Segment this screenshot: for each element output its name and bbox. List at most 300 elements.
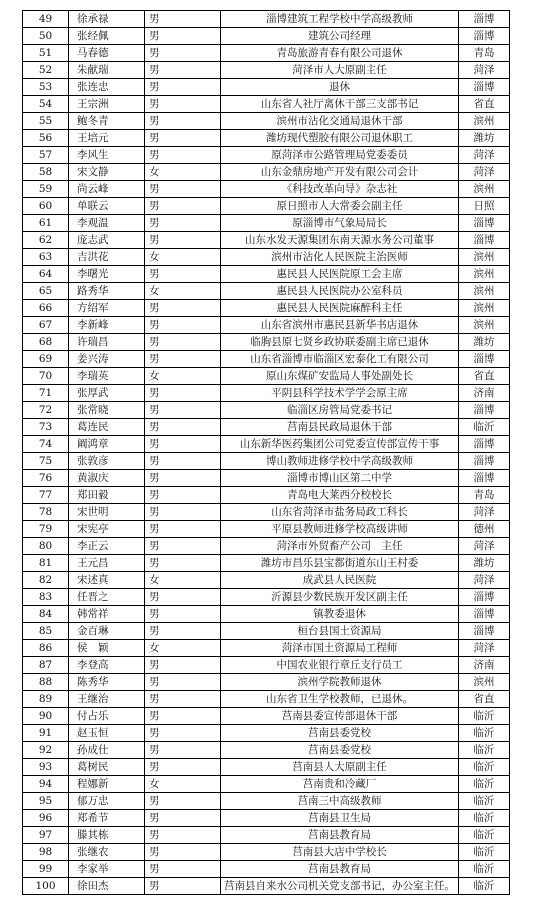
city-cell: 临沂	[459, 827, 510, 844]
city-cell: 济南	[459, 657, 510, 674]
work-unit-cell: 山东金鼎房地产开发有限公司会计	[221, 164, 459, 181]
gender-cell: 男	[145, 657, 221, 674]
city-cell: 临沂	[459, 776, 510, 793]
work-unit-cell: 莒南县人大原副主任	[221, 759, 459, 776]
city-cell: 菏泽	[459, 572, 510, 589]
work-unit-cell: 莒南三中高级教师	[221, 793, 459, 810]
row-number-cell: 76	[23, 470, 69, 487]
work-unit-cell: 博山教师进修学校中学高级教师	[221, 453, 459, 470]
table-row	[23, 385, 510, 402]
person-name-cell: 黄淑庆	[69, 470, 145, 487]
person-name-cell: 徐田杰	[69, 878, 145, 895]
city-cell: 淄博	[459, 351, 510, 368]
city-cell: 滨州	[459, 113, 510, 130]
table-row	[23, 113, 510, 130]
work-unit-cell: 山东省淄博市临淄区宏泰化工有限公司	[221, 351, 459, 368]
row-number-cell: 72	[23, 402, 69, 419]
city-cell: 临沂	[459, 725, 510, 742]
row-number-cell: 90	[23, 708, 69, 725]
gender-cell: 男	[145, 606, 221, 623]
row-number-cell: 65	[23, 283, 69, 300]
work-unit-cell: 山东新华医药集团公司党委宣传部宣传干事	[221, 436, 459, 453]
table-row	[23, 419, 510, 436]
gender-cell: 男	[145, 181, 221, 198]
gender-cell: 男	[145, 419, 221, 436]
person-name-cell: 王继治	[69, 691, 145, 708]
work-unit-cell: 滨州市沾化人民医院主治医师	[221, 249, 459, 266]
row-number-cell: 63	[23, 249, 69, 266]
work-unit-cell: 《科技改革向导》杂志社	[221, 181, 459, 198]
gender-cell: 男	[145, 113, 221, 130]
row-number-cell: 49	[23, 11, 69, 28]
row-number-cell: 74	[23, 436, 69, 453]
person-name-cell: 郑希节	[69, 810, 145, 827]
work-unit-cell: 原山东煤矿安监局人事处副处长	[221, 368, 459, 385]
city-cell: 济南	[459, 385, 510, 402]
gender-cell: 男	[145, 589, 221, 606]
work-unit-cell: 惠民县人民医院原工会主席	[221, 266, 459, 283]
table-row	[23, 351, 510, 368]
table-row	[23, 249, 510, 266]
table-row	[23, 45, 510, 62]
person-name-cell: 郑田毅	[69, 487, 145, 504]
gender-cell: 男	[145, 96, 221, 113]
work-unit-cell: 平阴县科学技术学学会原主席	[221, 385, 459, 402]
work-unit-cell: 莒南县委宣传部退休干部	[221, 708, 459, 725]
row-number-cell: 80	[23, 538, 69, 555]
person-name-cell: 李新峰	[69, 317, 145, 334]
work-unit-cell: 山东水发天源集团东南天源水务公司董事	[221, 232, 459, 249]
table-row	[23, 759, 510, 776]
table-row	[23, 266, 510, 283]
person-name-cell: 滕其栋	[69, 827, 145, 844]
work-unit-cell: 潍坊现代塑胶有限公司退休职工	[221, 130, 459, 147]
gender-cell: 男	[145, 351, 221, 368]
person-name-cell: 程娜新	[69, 776, 145, 793]
city-cell: 淄博	[459, 28, 510, 45]
row-number-cell: 82	[23, 572, 69, 589]
gender-cell: 男	[145, 470, 221, 487]
person-name-cell: 马春德	[69, 45, 145, 62]
person-name-cell: 王元昌	[69, 555, 145, 572]
table-row	[23, 810, 510, 827]
gender-cell: 男	[145, 742, 221, 759]
gender-cell: 男	[145, 878, 221, 895]
person-name-cell: 张继农	[69, 844, 145, 861]
gender-cell: 女	[145, 368, 221, 385]
person-name-cell: 葛树民	[69, 759, 145, 776]
city-cell: 省直	[459, 691, 510, 708]
city-cell: 潍坊	[459, 334, 510, 351]
person-name-cell: 张常晓	[69, 402, 145, 419]
table-row	[23, 555, 510, 572]
table-row	[23, 453, 510, 470]
row-number-cell: 81	[23, 555, 69, 572]
work-unit-cell: 桓台县国土资源局	[221, 623, 459, 640]
person-name-cell: 陈秀华	[69, 674, 145, 691]
person-name-cell: 鲍冬青	[69, 113, 145, 130]
city-cell: 淄博	[459, 606, 510, 623]
gender-cell: 男	[145, 147, 221, 164]
row-number-cell: 97	[23, 827, 69, 844]
gender-cell: 女	[145, 283, 221, 300]
work-unit-cell: 莒南贵和冷藏厂	[221, 776, 459, 793]
row-number-cell: 83	[23, 589, 69, 606]
person-name-cell: 庞志武	[69, 232, 145, 249]
person-name-cell: 徐承禄	[69, 11, 145, 28]
person-name-cell: 赵玉恒	[69, 725, 145, 742]
person-name-cell: 李曙光	[69, 266, 145, 283]
city-cell: 临沂	[459, 810, 510, 827]
gender-cell: 男	[145, 538, 221, 555]
row-number-cell: 66	[23, 300, 69, 317]
row-number-cell: 87	[23, 657, 69, 674]
table-row	[23, 317, 510, 334]
work-unit-cell: 莒南县教育局	[221, 827, 459, 844]
gender-cell: 男	[145, 28, 221, 45]
row-number-cell: 67	[23, 317, 69, 334]
city-cell: 临沂	[459, 419, 510, 436]
table-row	[23, 96, 510, 113]
city-cell: 淄博	[459, 453, 510, 470]
table-row	[23, 487, 510, 504]
city-cell: 淄博	[459, 589, 510, 606]
person-name-cell: 路秀华	[69, 283, 145, 300]
city-cell: 滨州	[459, 300, 510, 317]
work-unit-cell: 镇教委退休	[221, 606, 459, 623]
person-name-cell: 任晋之	[69, 589, 145, 606]
gender-cell: 女	[145, 776, 221, 793]
gender-cell: 男	[145, 793, 221, 810]
person-name-cell: 朱献瑞	[69, 62, 145, 79]
table-row	[23, 725, 510, 742]
work-unit-cell: 菏泽市国土资源局工程师	[221, 640, 459, 657]
person-name-cell: 宋世明	[69, 504, 145, 521]
table-row	[23, 402, 510, 419]
city-cell: 菏泽	[459, 147, 510, 164]
gender-cell: 男	[145, 198, 221, 215]
work-unit-cell: 山东省滨州市惠民县新华书店退休	[221, 317, 459, 334]
work-unit-cell: 临淄区房管局党委书记	[221, 402, 459, 419]
person-name-cell: 李瑞英	[69, 368, 145, 385]
table-row	[23, 691, 510, 708]
row-number-cell: 100	[23, 878, 69, 895]
city-cell: 滨州	[459, 249, 510, 266]
city-cell: 滨州	[459, 674, 510, 691]
city-cell: 潍坊	[459, 555, 510, 572]
city-cell: 菏泽	[459, 62, 510, 79]
gender-cell: 男	[145, 385, 221, 402]
work-unit-cell: 沂源县少数民族开发区副主任	[221, 589, 459, 606]
row-number-cell: 98	[23, 844, 69, 861]
city-cell: 菏泽	[459, 504, 510, 521]
city-cell: 淄博	[459, 402, 510, 419]
person-name-cell: 李登高	[69, 657, 145, 674]
row-number-cell: 73	[23, 419, 69, 436]
table-row	[23, 300, 510, 317]
person-name-cell: 李观温	[69, 215, 145, 232]
row-number-cell: 79	[23, 521, 69, 538]
work-unit-cell: 滨州市沾化交通局退休干部	[221, 113, 459, 130]
table-row	[23, 742, 510, 759]
row-number-cell: 94	[23, 776, 69, 793]
row-number-cell: 70	[23, 368, 69, 385]
work-unit-cell: 山东省菏泽市盐务局政工科长	[221, 504, 459, 521]
table-row	[23, 504, 510, 521]
work-unit-cell: 成武县人民医院	[221, 572, 459, 589]
person-name-cell: 尚云峰	[69, 181, 145, 198]
work-unit-cell: 山东省卫生学校教师，已退休。	[221, 691, 459, 708]
person-name-cell: 付占乐	[69, 708, 145, 725]
person-name-cell: 姜兴涛	[69, 351, 145, 368]
table-row	[23, 283, 510, 300]
gender-cell: 男	[145, 827, 221, 844]
gender-cell: 男	[145, 62, 221, 79]
person-name-cell: 宋宪亭	[69, 521, 145, 538]
table-row	[23, 368, 510, 385]
person-name-cell: 张厚武	[69, 385, 145, 402]
table-row	[23, 827, 510, 844]
city-cell: 省直	[459, 368, 510, 385]
city-cell: 淄博	[459, 470, 510, 487]
work-unit-cell: 滨州学院教师退休	[221, 674, 459, 691]
gender-cell: 男	[145, 45, 221, 62]
person-name-cell: 李风生	[69, 147, 145, 164]
gender-cell: 男	[145, 487, 221, 504]
row-number-cell: 57	[23, 147, 69, 164]
city-cell: 临沂	[459, 759, 510, 776]
person-name-cell: 李正云	[69, 538, 145, 555]
gender-cell: 男	[145, 402, 221, 419]
row-number-cell: 85	[23, 623, 69, 640]
table-row	[23, 861, 510, 878]
city-cell: 淄博	[459, 436, 510, 453]
gender-cell: 男	[145, 504, 221, 521]
row-number-cell: 50	[23, 28, 69, 45]
person-name-cell: 金百琳	[69, 623, 145, 640]
person-name-cell: 王宗洲	[69, 96, 145, 113]
work-unit-cell: 建筑公司经理	[221, 28, 459, 45]
row-number-cell: 93	[23, 759, 69, 776]
table-row	[23, 657, 510, 674]
person-name-cell: 阚鸿章	[69, 436, 145, 453]
person-name-cell: 吉洪花	[69, 249, 145, 266]
gender-cell: 男	[145, 844, 221, 861]
gender-cell: 男	[145, 555, 221, 572]
person-name-cell: 方绍军	[69, 300, 145, 317]
gender-cell: 男	[145, 521, 221, 538]
table-row	[23, 470, 510, 487]
table-row	[23, 538, 510, 555]
gender-cell: 男	[145, 725, 221, 742]
row-number-cell: 53	[23, 79, 69, 96]
table-row	[23, 521, 510, 538]
table-row	[23, 572, 510, 589]
city-cell: 滨州	[459, 181, 510, 198]
work-unit-cell: 莒南县自来水公司机关党支部书记，办公室主任。	[221, 878, 459, 895]
city-cell: 菏泽	[459, 640, 510, 657]
city-cell: 滨州	[459, 317, 510, 334]
row-number-cell: 95	[23, 793, 69, 810]
row-number-cell: 64	[23, 266, 69, 283]
gender-cell: 男	[145, 300, 221, 317]
table-row	[23, 776, 510, 793]
gender-cell: 男	[145, 11, 221, 28]
gender-cell: 男	[145, 130, 221, 147]
city-cell: 临沂	[459, 793, 510, 810]
city-cell: 滨州	[459, 283, 510, 300]
work-unit-cell: 中国农业银行章丘支行员工	[221, 657, 459, 674]
city-cell: 淄博	[459, 623, 510, 640]
work-unit-cell: 惠民县人民医院办公室科员	[221, 283, 459, 300]
row-number-cell: 88	[23, 674, 69, 691]
table-row	[23, 793, 510, 810]
table-row	[23, 62, 510, 79]
city-cell: 青岛	[459, 45, 510, 62]
roster-sheet	[22, 10, 509, 895]
table-row	[23, 11, 510, 28]
city-cell: 临沂	[459, 861, 510, 878]
row-number-cell: 99	[23, 861, 69, 878]
row-number-cell: 71	[23, 385, 69, 402]
gender-cell: 男	[145, 674, 221, 691]
city-cell: 临沂	[459, 708, 510, 725]
gender-cell: 男	[145, 334, 221, 351]
city-cell: 日照	[459, 198, 510, 215]
table-row	[23, 147, 510, 164]
gender-cell: 男	[145, 215, 221, 232]
city-cell: 淄博	[459, 232, 510, 249]
gender-cell: 男	[145, 79, 221, 96]
city-cell: 菏泽	[459, 164, 510, 181]
work-unit-cell: 莒南县大店中学校长	[221, 844, 459, 861]
person-name-cell: 单联云	[69, 198, 145, 215]
table-row	[23, 674, 510, 691]
work-unit-cell: 淄博市博山区第二中学	[221, 470, 459, 487]
gender-cell: 男	[145, 436, 221, 453]
city-cell: 淄博	[459, 215, 510, 232]
person-name-cell: 许瑞昌	[69, 334, 145, 351]
work-unit-cell: 潍坊市昌乐县宝都街道东山王村委	[221, 555, 459, 572]
work-unit-cell: 青岛旅游青春有限公司退休	[221, 45, 459, 62]
row-number-cell: 54	[23, 96, 69, 113]
row-number-cell: 58	[23, 164, 69, 181]
work-unit-cell: 淄博建筑工程学校中学高级教师	[221, 11, 459, 28]
gender-cell: 女	[145, 572, 221, 589]
row-number-cell: 92	[23, 742, 69, 759]
city-cell: 临沂	[459, 844, 510, 861]
person-name-cell: 张经佩	[69, 28, 145, 45]
table-row	[23, 232, 510, 249]
row-number-cell: 78	[23, 504, 69, 521]
work-unit-cell: 菏泽市外贸畜产公司 主任	[221, 538, 459, 555]
row-number-cell: 61	[23, 215, 69, 232]
city-cell: 淄博	[459, 11, 510, 28]
row-number-cell: 96	[23, 810, 69, 827]
person-name-cell: 张连忠	[69, 79, 145, 96]
gender-cell: 男	[145, 708, 221, 725]
work-unit-cell: 原日照市人大常委会副主任	[221, 198, 459, 215]
work-unit-cell: 平原县教师进修学校高级讲师	[221, 521, 459, 538]
table-row	[23, 28, 510, 45]
row-number-cell: 68	[23, 334, 69, 351]
row-number-cell: 55	[23, 113, 69, 130]
row-number-cell: 56	[23, 130, 69, 147]
person-name-cell: 宋文静	[69, 164, 145, 181]
person-name-cell: 韩常祥	[69, 606, 145, 623]
gender-cell: 男	[145, 691, 221, 708]
row-number-cell: 84	[23, 606, 69, 623]
table-row	[23, 130, 510, 147]
work-unit-cell: 退休	[221, 79, 459, 96]
city-cell: 临沂	[459, 742, 510, 759]
city-cell: 潍坊	[459, 130, 510, 147]
table-row	[23, 844, 510, 861]
person-name-cell: 侯 颖	[69, 640, 145, 657]
table-row	[23, 334, 510, 351]
gender-cell: 女	[145, 640, 221, 657]
table-row	[23, 623, 510, 640]
roster-table	[22, 10, 510, 895]
person-name-cell: 孙成仕	[69, 742, 145, 759]
work-unit-cell: 山东省人社厅离休干部三支部书记	[221, 96, 459, 113]
gender-cell: 女	[145, 249, 221, 266]
row-number-cell: 86	[23, 640, 69, 657]
row-number-cell: 77	[23, 487, 69, 504]
work-unit-cell: 菏泽市人大原副主任	[221, 62, 459, 79]
person-name-cell: 葛连民	[69, 419, 145, 436]
city-cell: 淄博	[459, 79, 510, 96]
table-row	[23, 164, 510, 181]
table-row	[23, 79, 510, 96]
table-row	[23, 198, 510, 215]
work-unit-cell: 莒南县民政局退休干部	[221, 419, 459, 436]
row-number-cell: 59	[23, 181, 69, 198]
city-cell: 临沂	[459, 878, 510, 895]
work-unit-cell: 临朐县原七贤乡政协联委副主席已退休	[221, 334, 459, 351]
gender-cell: 男	[145, 317, 221, 334]
person-name-cell: 宋述真	[69, 572, 145, 589]
table-row	[23, 436, 510, 453]
work-unit-cell: 莒南县委党校	[221, 725, 459, 742]
roster-table-body	[23, 11, 510, 895]
table-row	[23, 640, 510, 657]
city-cell: 菏泽	[459, 538, 510, 555]
work-unit-cell: 莒南县卫生局	[221, 810, 459, 827]
gender-cell: 男	[145, 453, 221, 470]
gender-cell: 男	[145, 232, 221, 249]
row-number-cell: 75	[23, 453, 69, 470]
row-number-cell: 51	[23, 45, 69, 62]
table-row	[23, 589, 510, 606]
table-row	[23, 878, 510, 895]
row-number-cell: 69	[23, 351, 69, 368]
row-number-cell: 91	[23, 725, 69, 742]
gender-cell: 男	[145, 266, 221, 283]
work-unit-cell: 青岛电大莱西分校校长	[221, 487, 459, 504]
table-row	[23, 606, 510, 623]
city-cell: 青岛	[459, 487, 510, 504]
work-unit-cell: 惠民县人民医院麻醉科主任	[221, 300, 459, 317]
city-cell: 德州	[459, 521, 510, 538]
gender-cell: 男	[145, 810, 221, 827]
row-number-cell: 62	[23, 232, 69, 249]
work-unit-cell: 原淄博市气象局局长	[221, 215, 459, 232]
table-row	[23, 708, 510, 725]
work-unit-cell: 莒南县教育局	[221, 861, 459, 878]
person-name-cell: 郁万忠	[69, 793, 145, 810]
gender-cell: 男	[145, 623, 221, 640]
